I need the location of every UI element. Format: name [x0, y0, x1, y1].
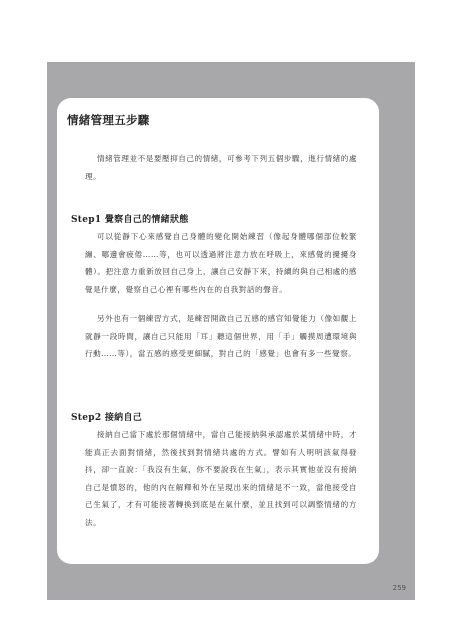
content-card	[57, 98, 379, 564]
page-number: 259	[392, 584, 406, 592]
intro-paragraph: 情緒管理並不是要壓抑自己的情緒，可參考下列五個步驟，進行情緒的處理。	[85, 154, 357, 181]
step1-paragraph-1: 可以從靜下心來感覺自己身體的變化開始練習（像起身體哪個部位較緊繃、哪邊會疲倦……等，也可以透過將注意力放在呼吸上，來感覺的擾擾身體）。把注意力重新放回自己身上，讓自己安靜下來，持續的與自己相處的感覺是什麼，覺察自己心裡有哪些內在的自我對話的聲音。	[85, 232, 357, 294]
step1-heading: Step1 覺察自己的情緒狀態	[71, 215, 189, 225]
step2-paragraph-1: 接納自己當下處於那個情緒中，當自己能接納與承認處於某情緒中時，才能真正去面對情緒，然後找到對情緒共處的方式。譬如有人明明該氣得發抖，卻一直說：「我沒有生氣，你不要說我在生氣」，表示其實他並沒有接納自己是憤怒的，他的內在解釋和外在呈現出來的情緒是不一致，當他接受自己生氣了，才有可能接著轉換到底是在氣什麼，並且找到可以調整情緒的方法。	[85, 430, 357, 527]
step2-heading: Step2 接納自己	[71, 413, 143, 423]
step1-paragraph-2: 另外也有一個練習方式，是練習開啟自己五感的感官知覺能力（像如觀上就靜一段時間，讓自己只能用「耳」聽這個世界，用「手」觸摸周遭環境與行動……等），當五感的感受更細膩，對自己的「感覺」也會有多一些覺察。	[85, 314, 357, 358]
page-title: 情緒管理五步驟	[67, 113, 150, 127]
